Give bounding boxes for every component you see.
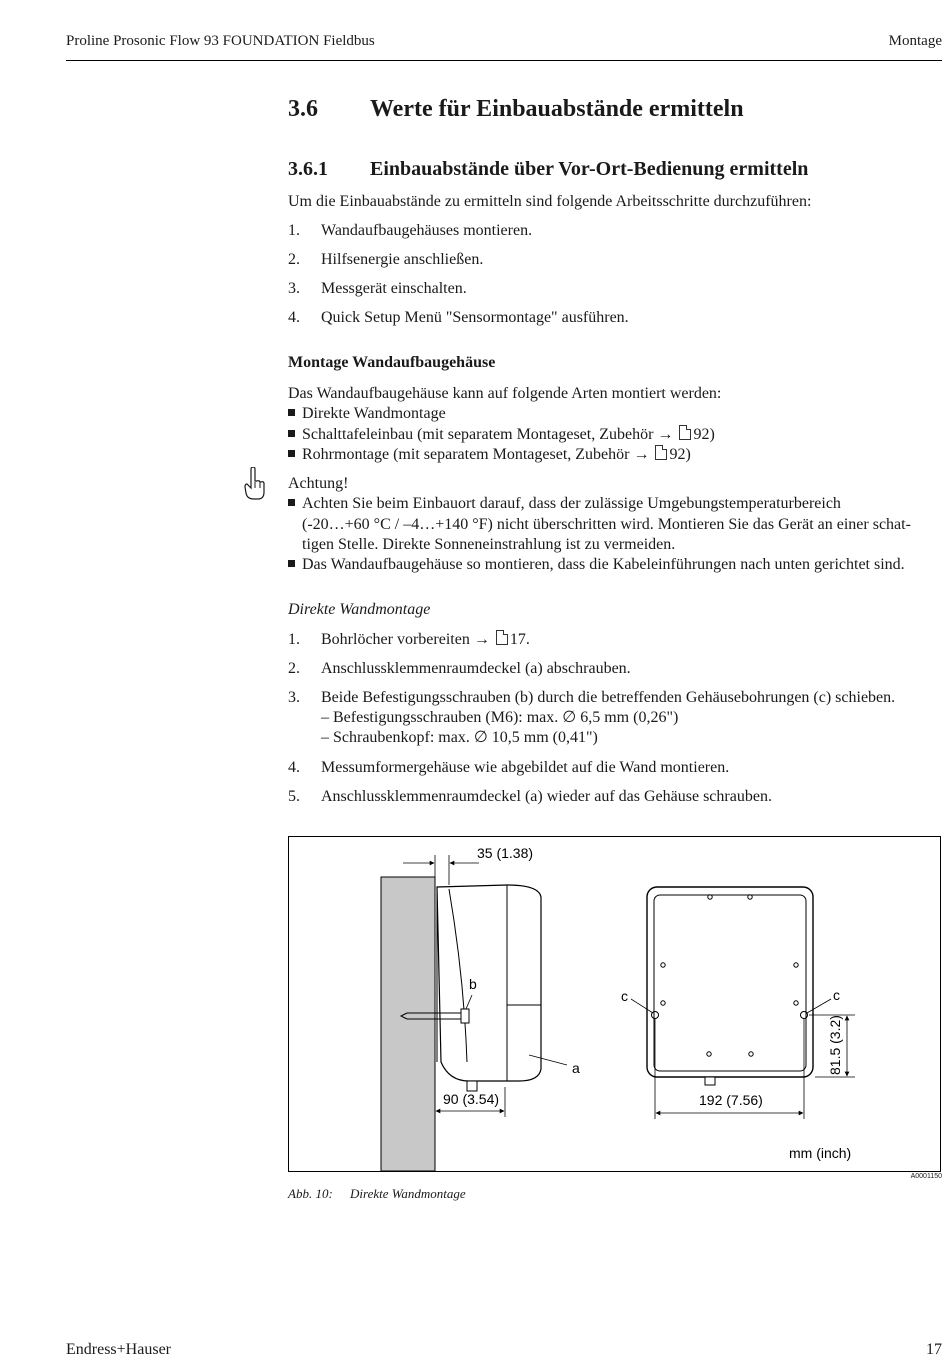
label-c-left: c [621,988,628,1004]
footer-company: Endress+Hauser [66,1341,171,1358]
section-number: 3.6 [288,96,318,122]
bullet-square-icon [288,560,295,567]
step-item: 1. Bohrlöcher vorbereiten → 17. [288,631,530,648]
montage-heading: Montage Wandaufbaugehäuse [288,354,496,371]
bullet-square-icon [288,430,295,437]
header-title: Proline Prosonic Flow 93 FOUNDATION Fieldbus [66,33,375,49]
montage-intro: Das Wandaufbaugehäuse kann auf folgende Arten montiert werden: [288,385,722,402]
figure-caption: Abb. 10: Direkte Wandmontage [288,1186,466,1201]
step-item: 3. Messgerät einschalten. [288,280,467,297]
caution-title: Achtung! [288,475,349,492]
label-b: b [469,976,477,992]
label-a: a [572,1060,580,1076]
dimension-top-label: 35 (1.38) [477,845,534,861]
section-title: Werte für Einbauabstände ermitteln [370,96,744,122]
label-c-right: c [833,987,840,1003]
subsection-number: 3.6.1 [288,158,328,180]
caution-bullet: Das Wandaufbaugehäuse so montieren, dass die Kabeleinführungen nach unten gerichtet sind. [288,555,905,576]
step-item: 4. Messumformergehäuse wie abgebildet auf die Wand montieren. [288,759,730,776]
subsection-heading [288,158,808,181]
page-number: 17 [926,1341,942,1358]
bullet-square-icon [288,409,295,416]
step-item: 4. Quick Setup Menü "Sensormontage" ausführen. [288,309,629,326]
units-label: mm (inch) [789,1145,852,1161]
subsection-title: Einbauabstände über Vor-Ort-Bedienung ermitteln [370,158,809,180]
bullet-square-icon [288,450,295,457]
step-item: 3. Beide Befestigungsschrauben (b) durch die betreffenden Gehäusebohrungen (c) schieben. – Befestigungsschrauben (M6): max. ∅ 6,5 mm (0,26") – Schraubenkopf: max. ∅ 10,5 mm (0,41") [288,689,896,746]
caution-bullet: Achten Sie beim Einbauort darauf, dass der zulässige Umgebungstemperaturbereich (-20…+60 °C / –4…+140 °F) nicht überschritten wird. Montieren Sie das Gerät an einer schat- tigen Stelle. Direkte Sonneneinstrahlung ist zu vermeiden. [288,494,948,556]
mounting-figure [288,836,941,1172]
pointing-hand-icon [243,467,267,501]
intro-paragraph: Um die Einbauabstände zu ermitteln sind folgende Arbeitsschritte durchzuführen: [288,193,812,210]
bullet-item: Schalttafeleinbau (mit separatem Montageset, Zubehör → 92) [288,425,715,446]
header-rule [66,60,942,61]
section-heading [288,96,744,123]
dimension-height-label: 81.5 (3.2) [827,1015,843,1075]
bullet-square-icon [288,499,295,506]
dimension-depth-label: 90 (3.54) [443,1091,500,1107]
bullet-item: Direkte Wandmontage [288,404,446,425]
page-reference-icon [679,425,691,440]
step-item: 5. Anschlussklemmenraumdeckel (a) wieder auf das Gehäuse schrauben. [288,788,772,805]
figure-code: A0001150 [910,1173,942,1180]
page-reference-icon [655,445,667,460]
step-item: 1. Wandaufbaugehäuses montieren. [288,222,533,239]
step-item: 2. Anschlussklemmenraumdeckel (a) abschrauben. [288,660,631,677]
mounting-drawing [289,837,940,1171]
bullet-item: Rohrmontage (mit separatem Montageset, Zubehör → 92) [288,445,691,466]
dimension-width-label: 192 (7.56) [699,1092,763,1108]
header-section: Montage [888,33,942,49]
page-reference-icon [496,630,508,645]
step-item: 2. Hilfsenergie anschließen. [288,251,484,268]
direct-mounting-heading: Direkte Wandmontage [288,601,431,618]
